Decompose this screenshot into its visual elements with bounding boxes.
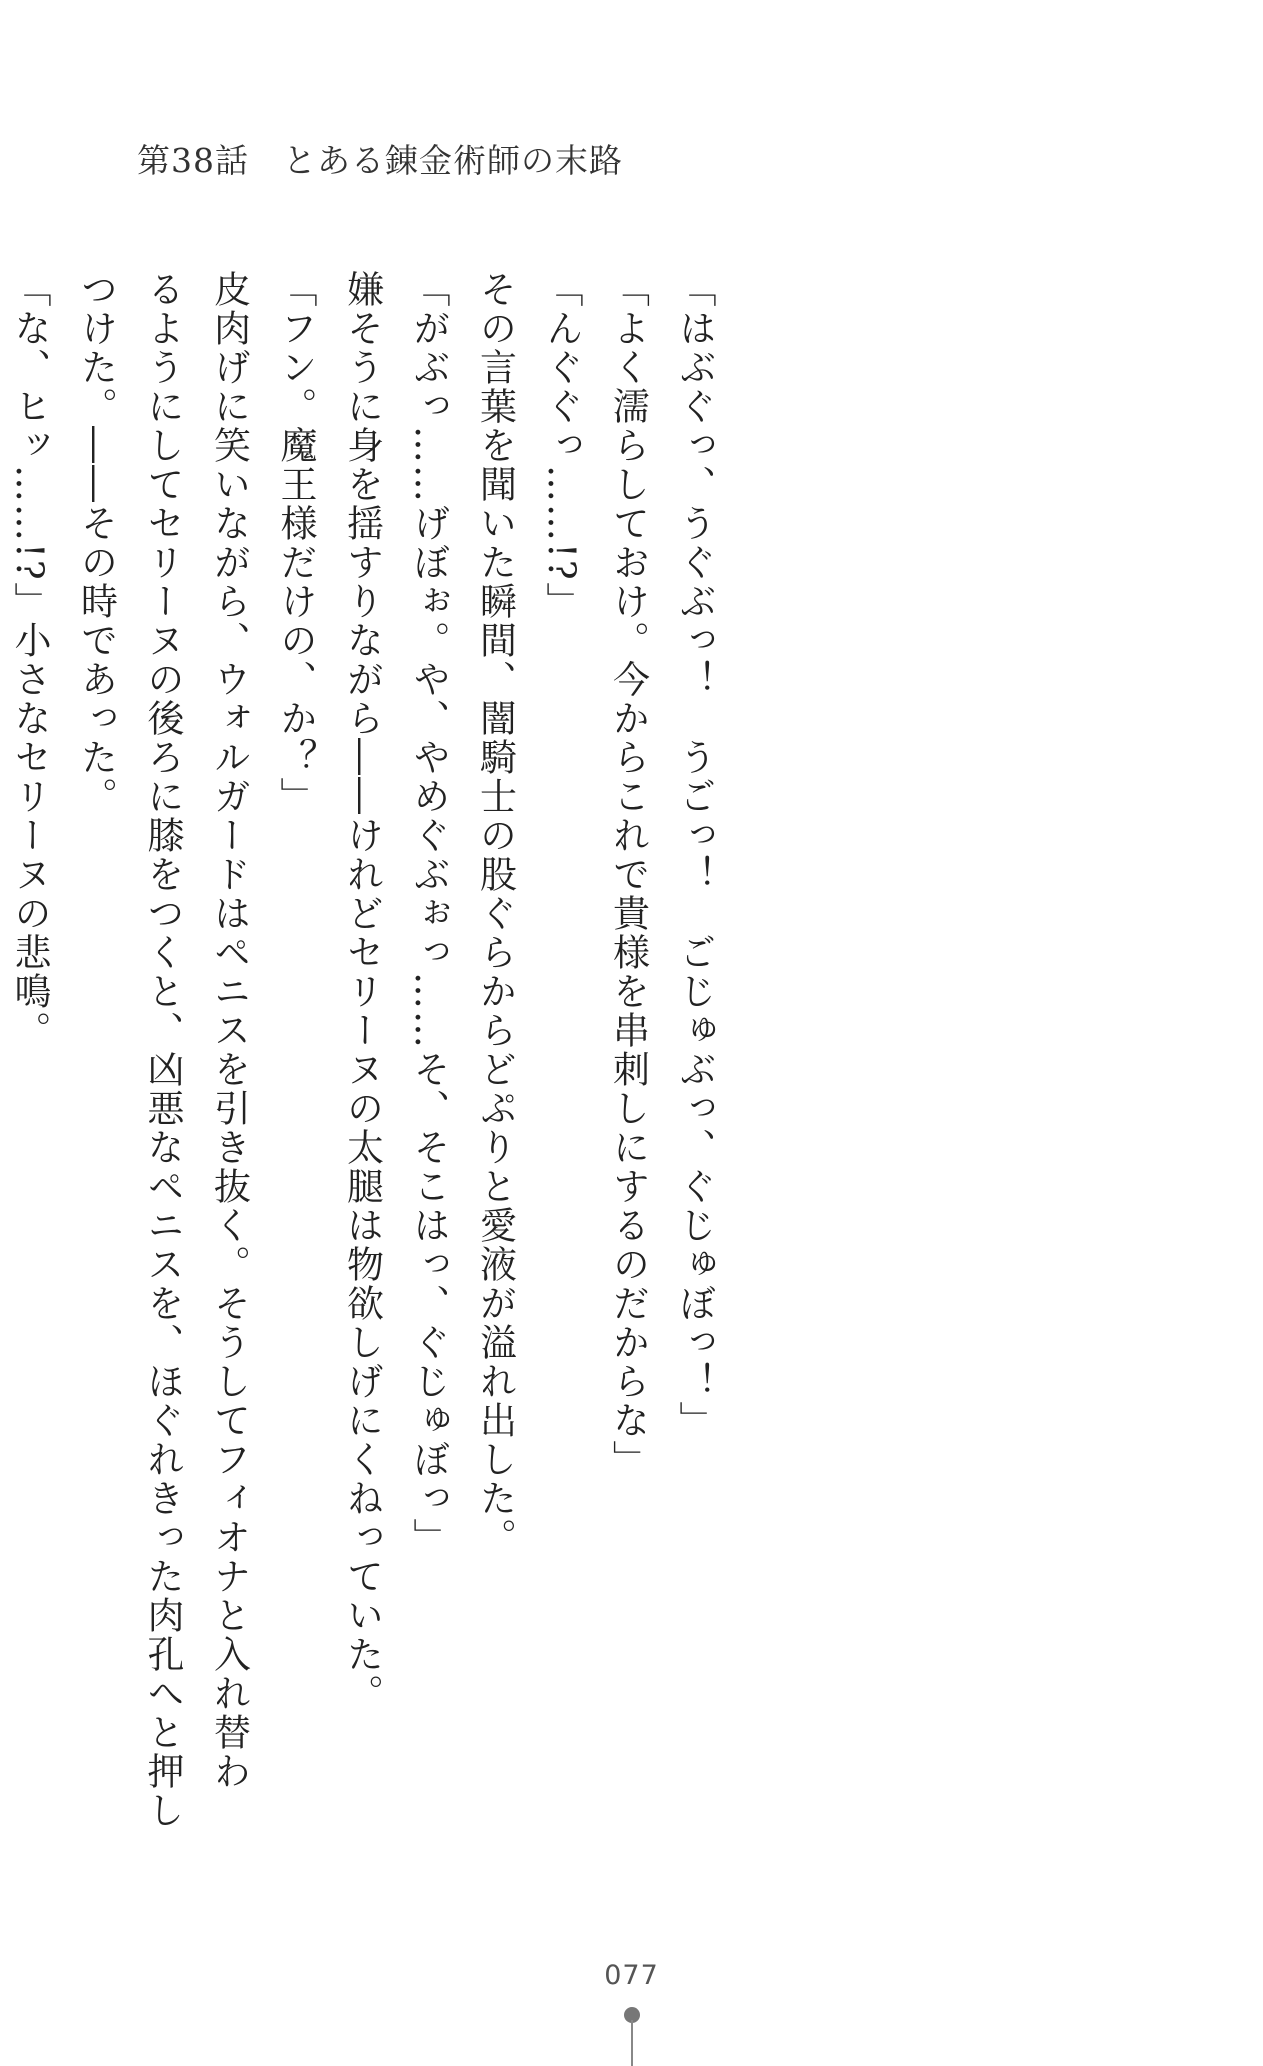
text-line: 「よく濡らしておけ。今からこれで貴様を串刺しにするのだからな」	[606, 270, 650, 1479]
text-line: つけた。――その時であった。	[74, 270, 118, 816]
page-number: 077	[604, 1960, 659, 1991]
text-line: 嫌そうに身を揺すりながら――けれどセリーヌの太腿は物欲しげにくねっていた。	[340, 270, 384, 1713]
text-line: 「んぐぐっ……!?」	[540, 270, 583, 621]
text-line: るようにしてセリーヌの後ろに膝をつくと、凶悪なペニスを、ほぐれきった肉孔へと押し	[141, 270, 184, 1830]
folio-stem-ornament	[631, 2020, 633, 2066]
chapter-running-head: 第38話 とある錬金術師の末路	[137, 141, 623, 180]
text-line: 「フン。魔王様だけの、か？」	[274, 270, 317, 816]
text-line: 「な、ヒッ……!?」小さなセリーヌの悲鳴。	[8, 270, 51, 1050]
text-line: その言葉を聞いた瞬間、闇騎士の股ぐらからどぷりと愛液が溢れ出した。	[473, 270, 517, 1557]
text-line: 「がぶっ……げぼぉ。や、やめぐぶぉっ……そ、そこはっ、ぐじゅぼっ」	[407, 270, 450, 1557]
text-line: 皮肉げに笑いながら、ウォルガードはペニスを引き抜く。そうしてフィオナと入れ替わ	[207, 270, 251, 1791]
vertical-body-text	[0, 270, 727, 1830]
text-line: 「はぶぐっ、うぐぶっ！ うごっ！ ごじゅぶっ、ぐじゅぼっ！」	[673, 270, 716, 1440]
